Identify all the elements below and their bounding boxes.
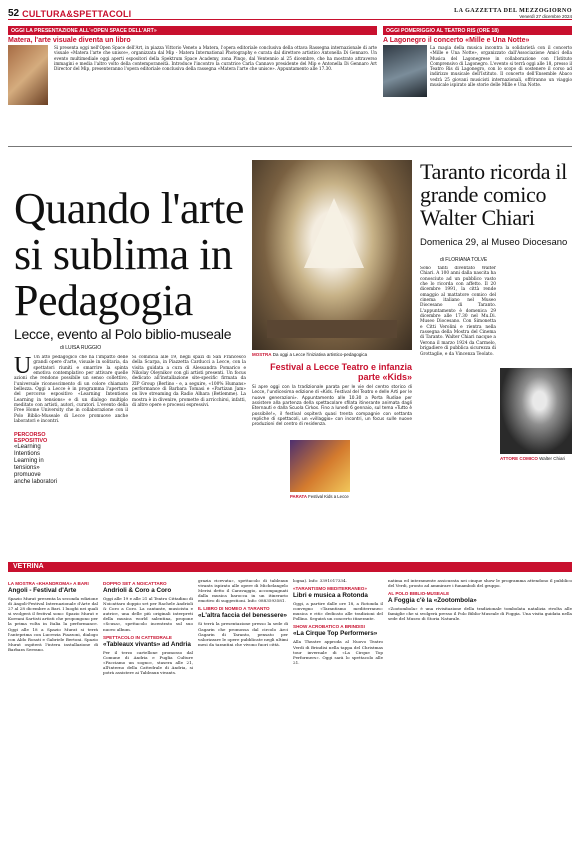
vetrina-body: Oggi alle 19 e alle 21 al Teatro Cittadino di Noicattaro doppio set per Rachele Andrioli & Coro a Coro. La cantante, musicista e autrice, una delle più originali interpreti della musica world salentina, propone «Scusa», spettacolo incentrato sul suo nuovo album. bbox=[103, 596, 193, 632]
page-number: 52 bbox=[8, 8, 20, 19]
main-subheadline: Lecce, evento al Polo biblio-museale bbox=[14, 326, 232, 342]
vetrina-body: grazia ricevuta», spettacolo di tableaux vivants ispirato alle opere di Michelangelo Merisi detto il Caravaggio, accompagnati dalla musica barocca in un itinerario emotivo di suggestioni. Info: 0883593581. bbox=[198, 578, 288, 604]
vetrina-section-bar: VETRINA bbox=[8, 562, 572, 572]
vetrina-body: logna). Info: 3391017334. bbox=[293, 578, 347, 583]
section-name: CULTURA&SPETTACOLI bbox=[22, 9, 132, 19]
vetrina-column-3 bbox=[198, 578, 288, 836]
vetrina-title: Andrioli & Coro a Coro bbox=[103, 587, 172, 594]
display-table bbox=[267, 320, 397, 338]
vetrina-kicker: AL POLO BIBLIO-MUSEALE bbox=[388, 591, 450, 597]
main-body-column-1: U Un atto pedagogico che ha l'impatto delle grandi opere d'arte, visuale in solitaria, da spettatori riuniti e smarrire la spinta emotiva contemplativo per attivare quelle azioni che rendono possibile un senso collettivo, l'universale riconoscimento di un colore chiamato bellezza. Oggi a Lecce è in programma l'apertura del percorso espositivo «Learning Intentions Learning in tensions» e di un dialogo multiplo meditato con artisti, autori, curatori. L'evento della Free Home University che in collaborazione con il Polo Biblio-Museale di Lecce promuove anche laboratori e incontri. bbox=[14, 355, 128, 425]
vetrina-title: «L'altra faccia del benessere» bbox=[198, 612, 288, 620]
pull-quote-text: «Learning Intentions Learning in tensions» promuove anche laboratori bbox=[14, 444, 58, 485]
divider bbox=[8, 146, 572, 147]
festival-headline: Festival a Lecce Teatro e infanzia parte «Kids» bbox=[270, 362, 412, 382]
strip-headline: A Lagonegro il concerto «Mille e Una Notte» bbox=[383, 37, 530, 44]
strip-headline: Matera, l'arte visuale diventa un libro bbox=[8, 37, 131, 44]
page-header bbox=[8, 6, 572, 20]
parade-photo bbox=[290, 440, 350, 492]
vetrina-kicker: DOPPIO SET A NOICATTARO bbox=[103, 581, 167, 586]
vetrina-body: «Zootombola» è una rivisitazione della tradizionale tombolata natalizia rivolta alle famiglie che si svolgerà presso il Polo Biblio-Museale di Foggia. Una visita guidata nella sede del Museo di Storia Naturale. bbox=[388, 606, 572, 622]
strip-body: Si presenta oggi nell'Open Space dell'Art, in piazza Vittorio Veneto a Matera, l'opera editoriale conclusiva della ottava Rassegna internazionale di arte visuale «Matera l'arte che unisce», organizzata dal Mip - Matera International Photography e curata dal direttore artistico Antonella Di Gennaro. Un evento multimediale oggi aperti espositori della Spektrum Space Academy, zona Pinqo, dal Ventennio al 25 dicembre, che ha mostrato attraverso immagini e media l'altro volto della contemporaneità. Introduce l'incontro la curatrice Carla Cannavo presidente del Mip e Antonella Di Gennaro Art Director del Mip, presenteranno l'opera editoriale conclusiva della rassegna «Matera l'arte che unisce». Appuntamento alle 17.30. bbox=[54, 45, 377, 72]
parade-photo-caption: PARATA Festival Kids a Lecce bbox=[290, 494, 349, 499]
vetrina-body: natima ed interamente assicurata nei cinque show le programma attendono il pubblico del Verdi, pronto ad ammirare i funamboli del gruppo. bbox=[388, 578, 572, 589]
vetrina-kicker: SHOW ACROBATICO A BRINDISI bbox=[293, 624, 365, 630]
chiari-byline: di FLORIANA TOLVE bbox=[440, 257, 488, 263]
vetrina-body: Oggi, a partire dalle ore 18, a Rotonda il convegno «Tarantismo mediterraneo: musica e riti» dedicato alle tradizioni del Pollino. Seguirà un concerto itinerante. bbox=[293, 601, 383, 622]
strip-photo bbox=[383, 45, 427, 97]
vetrina-kicker: LA MOSTRA «KHANDROMA» A BARI bbox=[8, 581, 89, 586]
vetrina-body: Spazio Murat presenta la seconda edizione di Angoli-Festival Internazionale d'Arte dal 27 al 28 dicembre a Bari. I luoghi nei quali si svolgerà il festival sono: Spazio Murat e Koreani Sartisti artisti che propongono per la prima volta in Italia la performance. Oggi alle 18 a Spazio Murat si terrà l'anteprima con Lucrezia Piazzoni, dialogo con Aldo Rosati e Gabriele Bertoni. Spazio Murat ospiterà l'intera installazione di Barbara Serrano. bbox=[8, 596, 98, 652]
chiari-body: Sono tanti diventato Walter Chiari. A 100 anni dalla nascita ha conosciuto ad un pubblico vasto che lo ricorda con affetto. Il 20 dicembre 1991, la città rende omaggio al mattatore comico del cinema italiano nel Museo Diocesano di Taranto. L'appuntamento è domenica 29 dicembre alle 17.30 nel Mu.Di. Museo Diocesano. Con Simonetta e Citti Verolini e rientra nella rassegna della Mostra del Cinema di Taranto. Walter Chiari nacque a Verona il marzo 1924 da Carmelo, brigadiere di pubblica sicurezza di Grottaglie, e da Vincenza Teolato. bbox=[420, 266, 496, 357]
pull-quote-kicker: PERCORSO ESPOSITIVO bbox=[14, 432, 48, 444]
strip-kicker: OGGI LA PRESENTAZIONE ALL'«OPEN SPACE DELL'ART» bbox=[8, 26, 377, 35]
strip-photo bbox=[8, 45, 48, 105]
vetrina-kicker: SPETTACOLO IN CATTEDRALE bbox=[103, 634, 172, 640]
main-headline: Quando l'arte si sublima in Pedagogia bbox=[14, 184, 244, 325]
vetrina-title: Libri e musica a Rotonda bbox=[293, 592, 368, 600]
chiari-headline: Taranto ricorda il grande comico Walter Chiari bbox=[420, 159, 567, 230]
vetrina-kicker: IL LIBRO DI NOMEO A TARANTO bbox=[198, 606, 270, 612]
vetrina-kicker: «TARANTISMO MEDITERRANEO» bbox=[293, 586, 367, 592]
vetrina-body: Si terrà la presentazione presso la sede di Gagarin che promossa dal circolo Arci Gagarin di Taranto, pensato per valorizzare le opere pubblicate negli ultimi mesi da tarantini che vivono fuori città. bbox=[198, 621, 288, 647]
vetrina-title: «Tableaux vivants» ad Andria bbox=[103, 640, 191, 648]
masthead bbox=[454, 8, 572, 19]
vetrina-column-4 bbox=[293, 578, 383, 836]
chiari-subheadline: Domenica 29, al Museo Diocesano bbox=[420, 237, 568, 248]
vetrina-body: Alla Theatre approda al Nuovo Teatro Verdi di Brindisi nella tappa del Christmas tour invernale di «La Cirque Top Performers». Oggi sarà lo spettacolo alle 21. bbox=[293, 639, 383, 665]
main-body-column-2: Si comincia alle 19, negli spazi di San Francesco della Scarpa, in Piazzetta Carducci a Lecce, con la visita guidata a cura di Alessandra Pomarico e Nikolay Oleynikov con gli artisti presenti. Un focus dedicato all'installazione site-specific firmata da ZIP Group (Berlino - e, a seguire, «100% Humans» performance di Barbara Tomasi e «Partizan Jam» on live streaming da Radio Alhara (Betlemme). La mostra è in divenire, promette di arricchirsi, infatti, di altre opere e processi espressivi. bbox=[132, 355, 246, 409]
vetrina-title: «La Cirque Top Performers» bbox=[293, 630, 378, 638]
strip-article-matera bbox=[8, 26, 377, 141]
walter-chiari-photo bbox=[500, 368, 572, 454]
masthead-title: LA GAZZETTA DEL MEZZOGIORNO bbox=[454, 8, 572, 14]
pull-quote bbox=[14, 430, 58, 488]
chiari-photo-caption: ATTORE COMICO Walter Chiari bbox=[500, 456, 565, 461]
drop-cap: U bbox=[14, 355, 32, 379]
masthead-date: Venerdì 27 dicembre 2024 bbox=[519, 14, 572, 19]
vetrina-title: Angoli - Festival d'Arte bbox=[8, 587, 77, 594]
vetrina-body: Per il terzo cartellone promosso dal Comune di Andria e Puglia Culture «Facciamo un sogno», stasera alle 21, all'interno della Cattedrale di Andria, si potrà assistere ai Tableaux vivants. bbox=[103, 649, 193, 676]
sail-sculpture bbox=[304, 198, 364, 268]
vetrina-column-1 bbox=[8, 578, 98, 836]
exhibition-photo bbox=[252, 160, 412, 350]
strip-kicker: OGGI POMERIGGIO AL TEATRO RIS (ORE 18) bbox=[383, 26, 572, 35]
strip-article-lagonegro bbox=[383, 26, 572, 141]
vetrina-column-5 bbox=[388, 578, 572, 836]
main-photo-caption: MOSTRA Da oggi a Lecce l'iniziativa artistico-pedagogica bbox=[252, 352, 368, 357]
vetrina-title: A Foggia c'è la «Zootombola» bbox=[388, 597, 477, 605]
festival-body: Si apre oggi con la tradizionale parata per le vie del centro storico di Lecce, l'undicesima edizione di «Kids. Festival del Teatro e delle Arti per le nuove generazioni». Appuntamento alle 10.30 a Porta Rudiae per assistere alla partenza della spettacolare sfilata itinerante animata dagli Eternauti e dalla Scuola Cirkos. Fino a lunedì 6 gennaio, sul tema «Tutto è possibile!», il festival ospiterà quasi trenta compagnie con settanta repliche di spettacoli, un «villaggio» con incontri, un focus sulle nuove produzioni del centro di residenza. bbox=[252, 385, 412, 428]
strip-body: La magia della musica incontra la solidarietà con il concerto «Mille e Una Notte», organizzato dall'Associazione Amici della Musica del Lagonegrese in collaborazione con l'Istituto Comprensivo di Lagonegro. L'evento si terrà oggi alle 18, presso il Teatro Ris di Lagonegro, con lo scopo di sostenere il corso ad indirizzo musicale dell'Istituto. Il concerto dell'Ensemble Abaco vedrà 25 giovani musicisti internazionali, offriranno un viaggio musicale ispirato alle storie delle Mille e Una Notte. bbox=[430, 45, 572, 88]
main-byline: di LUISA RUGGIO bbox=[60, 345, 102, 351]
vetrina-column-2 bbox=[103, 578, 193, 836]
